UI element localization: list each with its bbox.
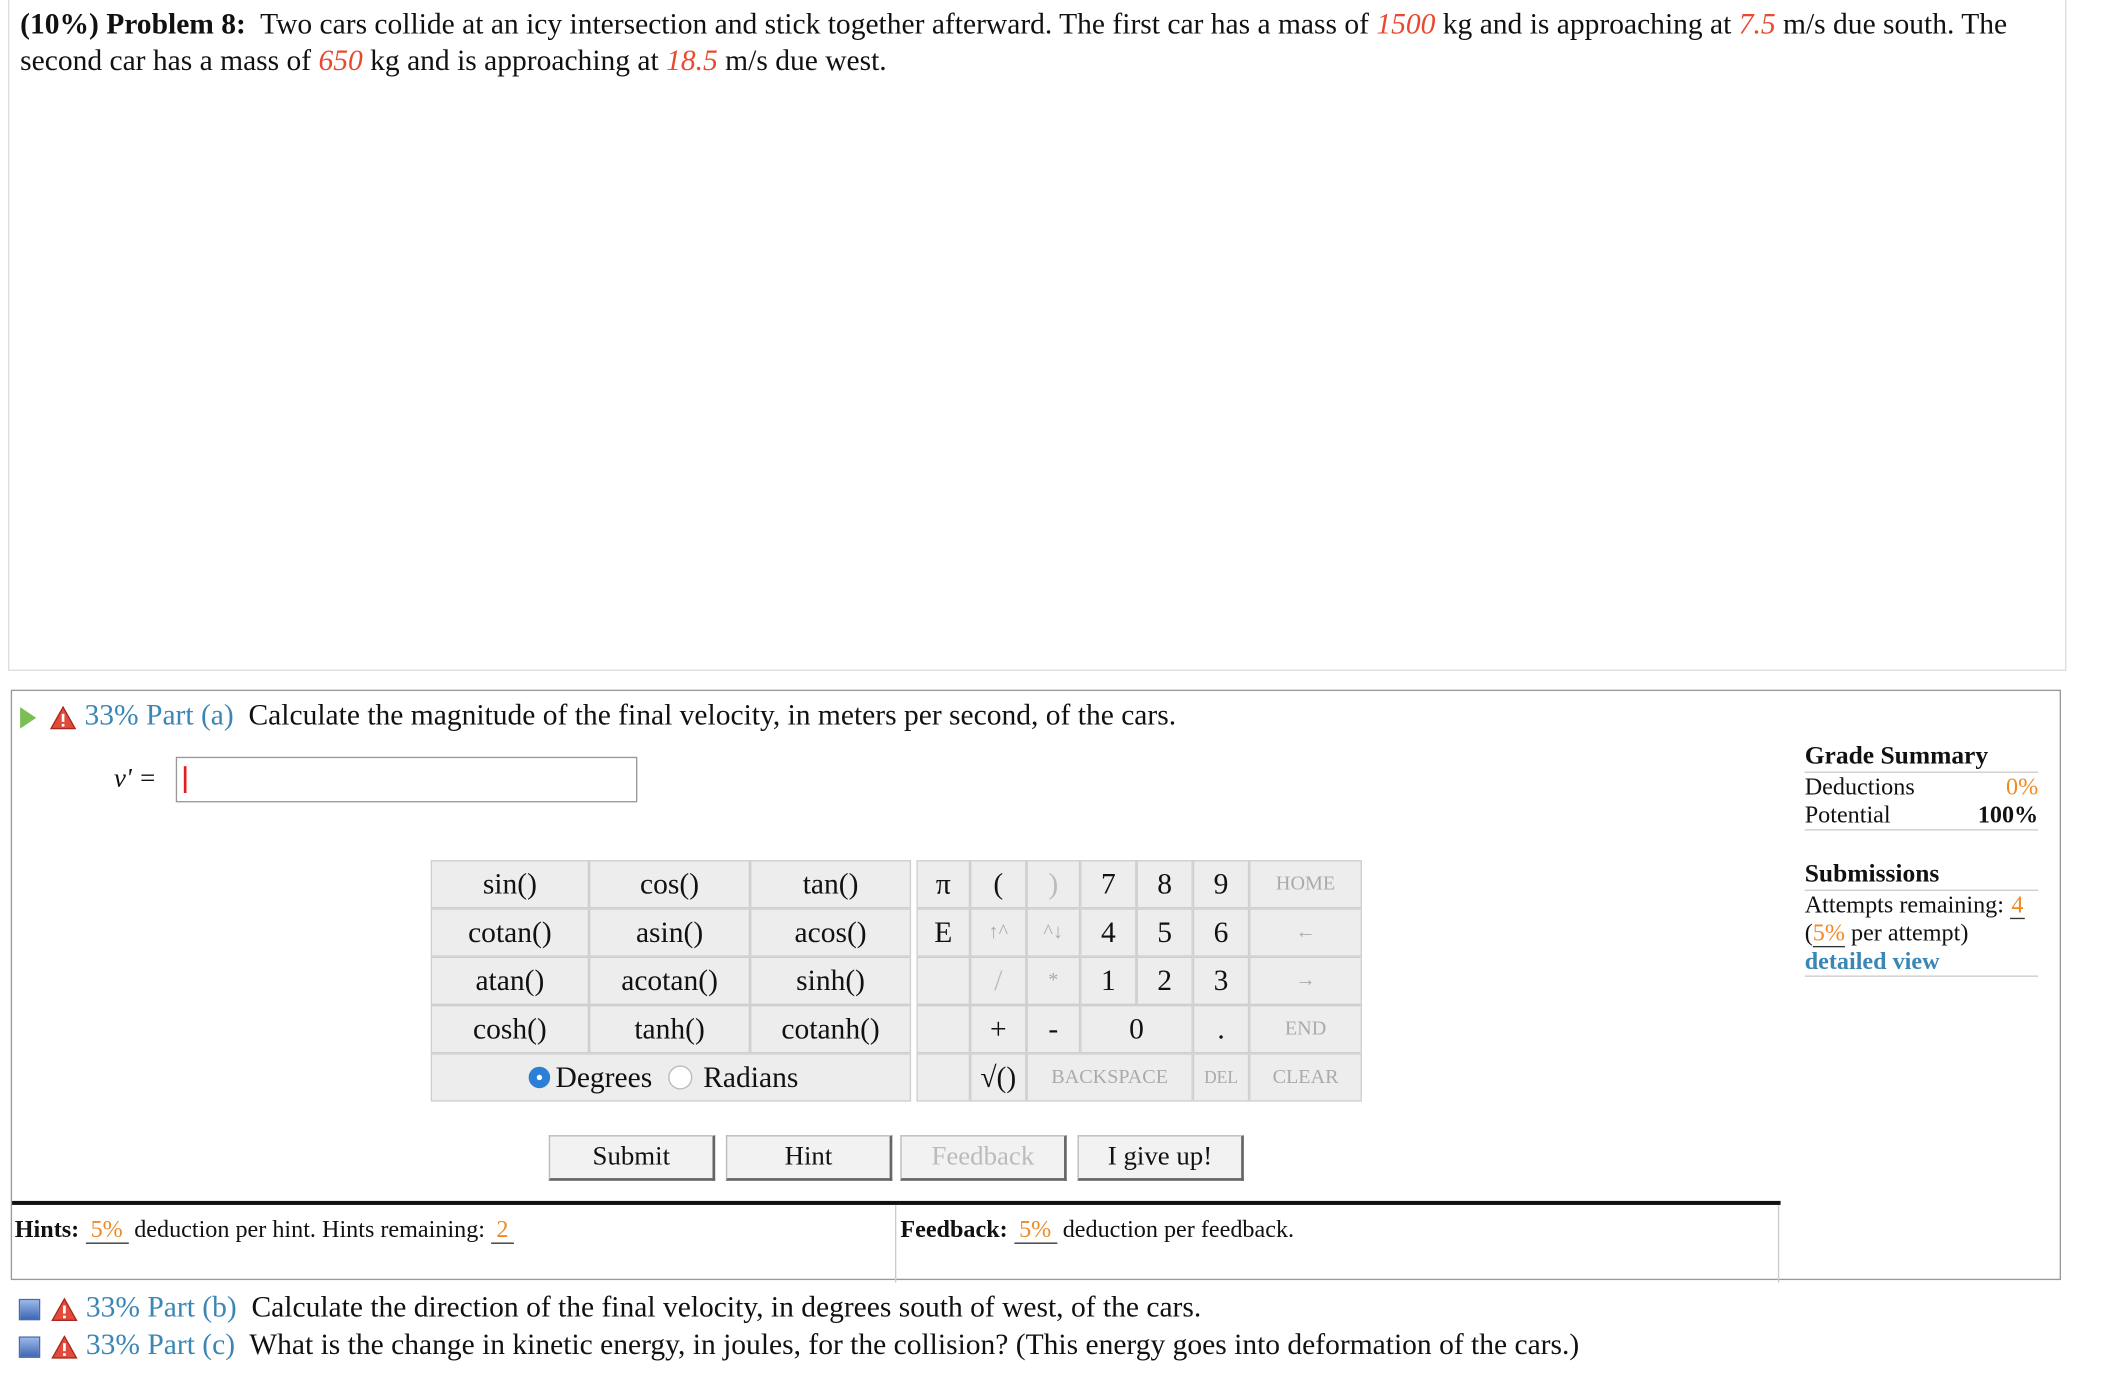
warning-icon — [51, 1297, 78, 1321]
key-e[interactable]: E — [916, 908, 970, 956]
give-up-button[interactable]: I give up! — [1077, 1135, 1243, 1181]
key-minus[interactable]: - — [1026, 1005, 1080, 1053]
key-superscript-down[interactable]: ^↓ — [1026, 908, 1080, 956]
part-b-header[interactable]: 33% Part (b) Calculate the direction of the final velocity, in degrees south of west, of the cars. — [19, 1288, 1201, 1326]
key-right-arrow[interactable]: → — [1249, 957, 1362, 1005]
degrees-radio[interactable] — [529, 1067, 550, 1088]
key-decimal[interactable]: . — [1193, 1005, 1249, 1053]
key-clear[interactable]: CLEAR — [1249, 1053, 1362, 1101]
part-a-question: Calculate the magnitude of the final velocity, in meters per second, of the cars. — [248, 697, 1177, 732]
key-sin[interactable]: sin() — [431, 860, 589, 908]
key-7[interactable]: 7 — [1080, 860, 1136, 908]
key-divide[interactable]: / — [970, 957, 1026, 1005]
hint-divider-right — [1778, 1205, 1779, 1283]
grade-summary — [1805, 742, 2038, 977]
key-asin[interactable]: asin() — [589, 908, 750, 956]
key-left-arrow[interactable]: ← — [1249, 908, 1362, 956]
key-sinh[interactable]: sinh() — [750, 957, 911, 1005]
radians-radio[interactable] — [668, 1065, 692, 1089]
key-cotan[interactable]: cotan() — [431, 908, 589, 956]
key-pi[interactable]: π — [916, 860, 970, 908]
key-6[interactable]: 6 — [1193, 908, 1249, 956]
warning-icon — [51, 1335, 78, 1359]
key-5[interactable]: 5 — [1137, 908, 1193, 956]
key-atan[interactable]: atan() — [431, 957, 589, 1005]
key-2[interactable]: 2 — [1137, 957, 1193, 1005]
expand-arrow-icon[interactable] — [20, 707, 36, 728]
answer-input[interactable] — [176, 757, 638, 803]
problem-text-3: m/s due south. The second car has a mass of — [20, 6, 2008, 77]
hint-deduction: 5% — [85, 1216, 128, 1244]
attempts-value: 4 — [2011, 890, 2024, 918]
degrees-label: Degrees — [555, 1060, 653, 1094]
grade-summary-title: Grade Summary — [1805, 742, 2038, 773]
key-acotan[interactable]: acotan() — [589, 957, 750, 1005]
key-acos[interactable]: acos() — [750, 908, 911, 956]
key-tanh[interactable]: tanh() — [589, 1005, 750, 1053]
key-blank-3 — [916, 1053, 970, 1101]
key-1[interactable]: 1 — [1080, 957, 1136, 1005]
key-cotanh[interactable]: cotanh() — [750, 1005, 911, 1053]
key-open-paren[interactable]: ( — [970, 860, 1026, 908]
hints-label: Hints: — [14, 1215, 80, 1243]
potential-label: Potential — [1804, 801, 1891, 828]
key-home[interactable]: HOME — [1249, 860, 1362, 908]
key-8[interactable]: 8 — [1137, 860, 1193, 908]
submissions-title: Submissions — [1805, 860, 2038, 891]
feedback-deduction: 5% — [1014, 1216, 1057, 1244]
warning-icon — [50, 706, 77, 730]
hint-button[interactable]: Hint — [726, 1135, 892, 1181]
feedback-button[interactable]: Feedback — [900, 1135, 1066, 1181]
detailed-view-link[interactable]: detailed view — [1804, 947, 1940, 975]
hints-info — [15, 1216, 514, 1244]
velocity-2-value: 18.5 — [666, 42, 718, 77]
deductions-row — [1805, 773, 2038, 801]
per-attempt: (5% per attempt) — [1804, 919, 1969, 946]
deductions-label: Deductions — [1804, 772, 1915, 800]
hint-divider — [895, 1205, 896, 1283]
feedback-label: Feedback: — [900, 1215, 1008, 1243]
submit-button[interactable]: Submit — [549, 1135, 715, 1181]
key-4[interactable]: 4 — [1080, 908, 1136, 956]
key-close-paren[interactable]: ) — [1026, 860, 1080, 908]
hint-feedback-bar — [12, 1201, 1780, 1279]
problem-weight: (10%) — [20, 6, 99, 41]
key-0[interactable]: 0 — [1080, 1005, 1193, 1053]
hints-text: deduction per hint. Hints remaining: — [134, 1215, 486, 1243]
angle-mode-row — [431, 1053, 911, 1101]
key-superscript-up[interactable]: ↑^ — [970, 908, 1026, 956]
problem-panel — [8, 0, 2066, 671]
problem-label: Problem 8: — [106, 6, 246, 41]
part-a-label: Part (a) — [146, 697, 234, 732]
potential-value: 100% — [1977, 801, 2039, 828]
key-plus[interactable]: + — [970, 1005, 1026, 1053]
radians-label: Radians — [703, 1060, 799, 1094]
part-c-header[interactable]: 33% Part (c) What is the change in kinetic energy, in joules, for the collision? (This energy goes into deformation of the cars.) — [19, 1326, 1579, 1364]
mass-1-value: 1500 — [1376, 6, 1436, 41]
problem-text-4: kg and is approaching at — [370, 42, 659, 77]
problem-text-2: kg and is approaching at — [1442, 6, 1732, 41]
hints-remaining: 2 — [491, 1216, 514, 1244]
feedback-info — [900, 1216, 1294, 1244]
problem-statement — [20, 5, 2060, 77]
feedback-text: deduction per feedback. — [1062, 1215, 1295, 1243]
part-a-header — [20, 696, 1176, 734]
problem-text-5: m/s due west. — [725, 42, 887, 77]
velocity-1-value: 7.5 — [1738, 6, 1776, 41]
per-attempt-pct: 5% — [1812, 919, 1845, 946]
key-cos[interactable]: cos() — [589, 860, 750, 908]
key-3[interactable]: 3 — [1193, 957, 1249, 1005]
key-9[interactable]: 9 — [1193, 860, 1249, 908]
problem-text-1: Two cars collide at an icy intersection and stick together afterward. The first car has a mass of — [260, 6, 1369, 41]
key-del[interactable]: DEL — [1193, 1053, 1249, 1101]
key-blank-1 — [916, 957, 970, 1005]
text-cursor — [184, 766, 187, 793]
mass-2-value: 650 — [318, 42, 363, 77]
key-end[interactable]: END — [1249, 1005, 1362, 1053]
potential-row — [1805, 801, 2038, 831]
collapsed-box-icon — [19, 1299, 40, 1320]
key-sqrt[interactable]: √() — [970, 1053, 1026, 1101]
answer-variable-label: v' = — [114, 763, 157, 794]
key-blank-2 — [916, 1005, 970, 1053]
part-a-panel — [11, 690, 2061, 1280]
part-a-percent: 33% — [84, 697, 139, 732]
key-backspace[interactable]: BACKSPACE — [1026, 1053, 1192, 1101]
attempts-remaining: Attempts remaining: 4 — [1804, 890, 2024, 918]
key-tan[interactable]: tan() — [750, 860, 911, 908]
key-multiply[interactable]: * — [1026, 957, 1080, 1005]
collapsed-box-icon — [19, 1336, 40, 1357]
deductions-value: 0% — [2005, 772, 2039, 800]
key-cosh[interactable]: cosh() — [431, 1005, 589, 1053]
